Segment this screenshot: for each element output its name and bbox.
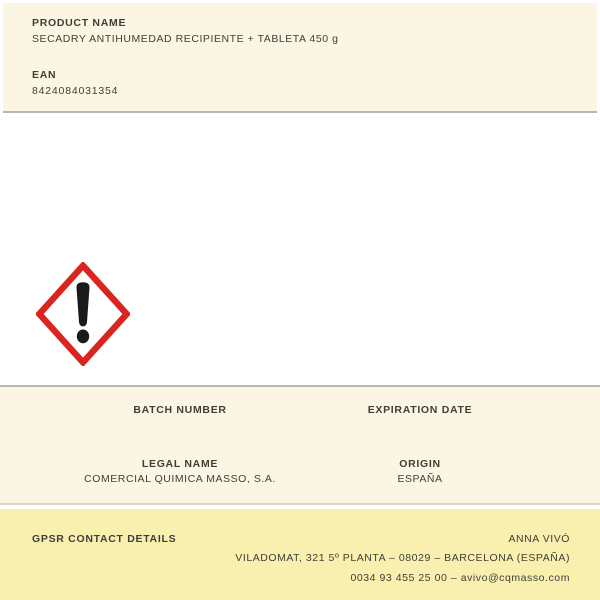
product-name-value: SECADRY ANTIHUMEDAD RECIPIENTE + TABLETA 450 g bbox=[32, 33, 339, 45]
batch-number-label: BATCH NUMBER bbox=[133, 404, 227, 416]
gpsr-contact-block bbox=[235, 530, 570, 588]
expiration-date-label: EXPIRATION DATE bbox=[367, 404, 473, 416]
origin-value: ESPAÑA bbox=[397, 473, 443, 485]
gpsr-contact-details-label: GPSR CONTACT DETAILS bbox=[32, 533, 177, 545]
details-panel bbox=[0, 385, 600, 505]
origin-label: ORIGIN bbox=[399, 458, 441, 470]
product-name-label: PRODUCT NAME bbox=[32, 17, 127, 29]
legal-name-label: LEGAL NAME bbox=[141, 458, 219, 470]
product-panel bbox=[3, 3, 597, 113]
gpsr-footer bbox=[0, 509, 600, 600]
ean-label: EAN bbox=[32, 69, 57, 81]
hazard-section bbox=[0, 115, 600, 385]
contact-phone-email: 0034 93 455 25 00 – avivo@cqmasso.com bbox=[350, 571, 570, 584]
ean-value: 8424084031354 bbox=[32, 85, 119, 97]
contact-name: ANNA VIVÓ bbox=[508, 533, 570, 545]
legal-name-value: COMERCIAL QUIMICA MASSO, S.A. bbox=[84, 473, 276, 485]
ghs07-exclamation-icon bbox=[36, 262, 130, 366]
contact-address: VILADOMAT, 321 5º PLANTA – 08029 – BARCELONA (ESPAÑA) bbox=[235, 552, 570, 565]
